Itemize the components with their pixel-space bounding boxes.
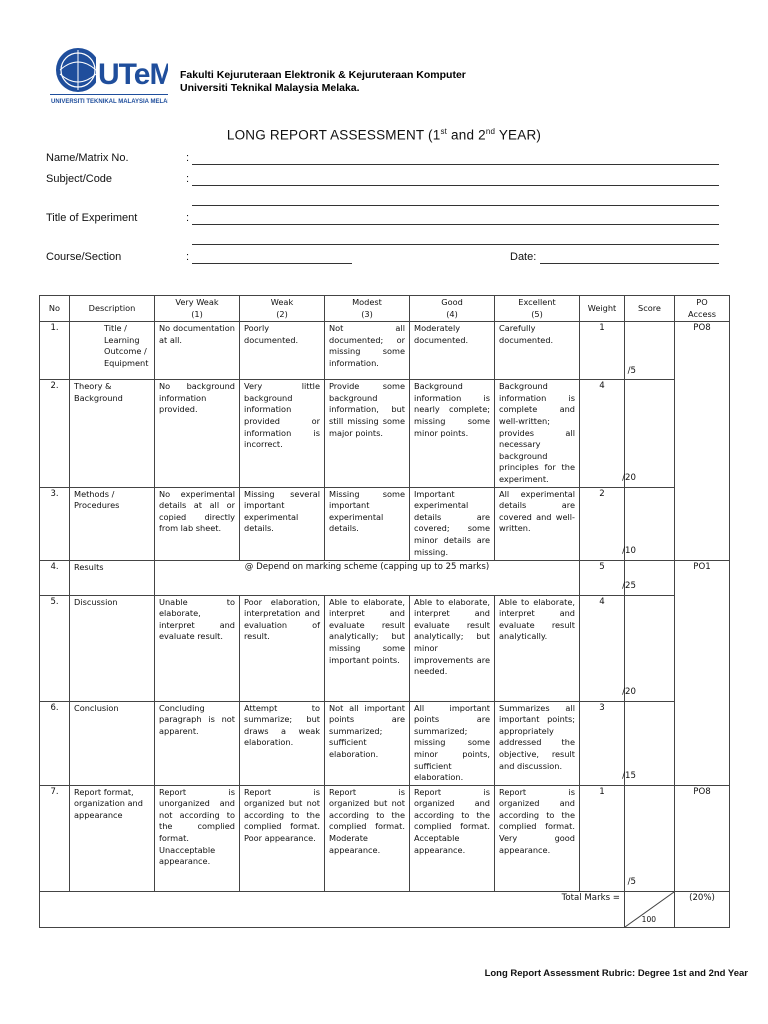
- table-row: [40, 785, 730, 891]
- row-weight: 4: [580, 595, 625, 701]
- criterion-good: Report is organized and according to the complied format. Acceptable appearance.: [410, 785, 495, 891]
- table-row: [40, 560, 730, 595]
- criterion-excellent: Report is organized and according to the complied format. Very good appearance.: [495, 785, 580, 891]
- score-cell[interactable]: [625, 785, 675, 891]
- criterion-weak: Attempt to summarize; but draws a weak elaboration.: [240, 701, 325, 785]
- page-title: LONG REPORT ASSESSMENT (1st and 2nd YEAR): [226, 127, 542, 143]
- criterion-good: Important experimental details are covered; some minor details are missing.: [410, 487, 495, 560]
- header-score: Score: [625, 296, 675, 322]
- name-label: Name/Matrix No.: [46, 152, 129, 164]
- row-weight: 5: [580, 560, 625, 595]
- date-field[interactable]: [540, 263, 719, 264]
- criterion-weak: Very little background information provided or information is incorrect.: [240, 380, 325, 487]
- date-label: Date:: [510, 251, 537, 263]
- row-number: 2.: [40, 380, 70, 487]
- criterion-very-weak: No experimental details at all or copied directly from lab sheet.: [155, 487, 240, 560]
- experiment-label: Title of Experiment: [46, 212, 138, 224]
- row-description: Results: [70, 560, 155, 595]
- criterion-good: Able to elaborate, interpret and evaluate result analytically; but minor improvements are needed.: [410, 595, 495, 701]
- row-description: Conclusion: [70, 701, 155, 785]
- criterion-modest: Missing some important experimental details.: [325, 487, 410, 560]
- score-max: /5: [627, 365, 636, 376]
- score-cell[interactable]: [622, 487, 675, 560]
- header-excellent: Excellent (5): [495, 296, 580, 322]
- score-cell[interactable]: [622, 380, 675, 487]
- table-header-row: [40, 296, 730, 322]
- score-max: /10: [622, 545, 636, 556]
- course-label: Course/Section: [46, 251, 122, 263]
- table-row: [40, 595, 730, 701]
- score-max: /15: [622, 771, 636, 782]
- criterion-very-weak: Unable to elaborate, interpret and evaluate result.: [155, 595, 240, 701]
- row-weight: 1: [580, 322, 625, 380]
- name-colon: :: [186, 152, 190, 164]
- faculty-name: Fakulti Kejuruteraan Elektronik & Kejuruteraan Komputer: [180, 69, 466, 81]
- logo-wordmark: UTeM: [98, 58, 168, 91]
- row-number: 4.: [40, 560, 70, 595]
- criterion-weak: Report is organized but not according to the complied format. Poor appearance.: [240, 785, 325, 891]
- score-max: /20: [622, 472, 636, 483]
- name-field[interactable]: [192, 164, 719, 165]
- experiment-colon: :: [186, 212, 190, 224]
- criterion-excellent: Background information is complete and well-written; provides all necessary background principles for the experiment.: [495, 380, 580, 487]
- subject-field[interactable]: [192, 185, 719, 186]
- row-weight: 4: [580, 380, 625, 487]
- course-colon: :: [186, 251, 190, 263]
- page-footer: Long Report Assessment Rubric: Degree 1st and 2nd Year: [484, 968, 748, 979]
- total-score-cell[interactable]: [625, 891, 675, 927]
- subject-field-line-2[interactable]: [192, 205, 719, 206]
- header-modest: Modest (3): [325, 296, 410, 322]
- criterion-excellent: All experimental details are covered and well-written.: [495, 487, 580, 560]
- logo-caption: UNIVERSITI TEKNIKAL MALAYSIA MELAKA: [51, 99, 168, 105]
- row-description: Theory & Background: [70, 380, 155, 487]
- criterion-good: Moderately documented.: [410, 322, 495, 380]
- criterion-very-weak: No documentation at all.: [155, 322, 240, 380]
- po-cell-po1: PO1: [675, 560, 730, 785]
- row-description: Report format, organization and appearance: [70, 785, 155, 891]
- criterion-weak: Missing several important experimental details.: [240, 487, 325, 560]
- course-field[interactable]: [192, 263, 352, 264]
- score-max: /20: [622, 686, 636, 697]
- row-number: 5.: [40, 595, 70, 701]
- score-cell[interactable]: [622, 595, 675, 701]
- row-number: 3.: [40, 487, 70, 560]
- criterion-modest: Not all documented; or missing some information.: [325, 322, 410, 380]
- criterion-excellent: Able to elaborate, interpret and evaluate result analytically.: [495, 595, 580, 701]
- table-row: [40, 322, 730, 380]
- results-criteria: @ Depend on marking scheme (capping up to 25 marks): [155, 560, 580, 595]
- rubric-table: [39, 295, 730, 928]
- total-marks-label: Total Marks =: [40, 891, 625, 927]
- criterion-modest: Able to elaborate, interpret and evaluate result analytically; but missing some important points.: [325, 595, 410, 701]
- criterion-good: Background information is nearly complete; missing some minor points.: [410, 380, 495, 487]
- header-very-weak: Very Weak (1): [155, 296, 240, 322]
- row-weight: 3: [580, 701, 625, 785]
- criterion-modest: Not all important points are summarized; sufficient elaboration.: [325, 701, 410, 785]
- table-row: [40, 487, 730, 560]
- score-max: /25: [622, 580, 636, 591]
- criterion-weak: Poor elaboration, interpretation and evaluation of result.: [240, 595, 325, 701]
- table-row: [40, 380, 730, 487]
- po-cell-po8: PO8: [675, 322, 730, 560]
- criterion-excellent: Carefully documented.: [495, 322, 580, 380]
- criterion-modest: Provide some background information, but still missing some major points.: [325, 380, 410, 487]
- row-number: 7.: [40, 785, 70, 891]
- row-number: 1.: [40, 322, 70, 380]
- total-row: [40, 891, 730, 927]
- criterion-very-weak: Report is unorganized and not according to the complied format. Unacceptable appearance.: [155, 785, 240, 891]
- score-max: /5: [627, 877, 636, 888]
- criterion-modest: Report is organized but not according to the complied format. Moderate appearance.: [325, 785, 410, 891]
- experiment-field[interactable]: [192, 224, 719, 225]
- header-weak: Weak (2): [240, 296, 325, 322]
- header-no: No: [40, 296, 70, 322]
- score-cell[interactable]: [622, 560, 675, 595]
- subject-colon: :: [186, 173, 190, 185]
- row-number: 6.: [40, 701, 70, 785]
- row-description: Methods / Procedures: [70, 487, 155, 560]
- score-cell[interactable]: [625, 322, 675, 380]
- row-weight: 1: [580, 785, 625, 891]
- criterion-very-weak: Concluding paragraph is not apparent.: [155, 701, 240, 785]
- header-weight: Weight: [580, 296, 625, 322]
- score-cell[interactable]: [622, 701, 675, 785]
- total-percent: (20%): [675, 891, 730, 927]
- header-good: Good (4): [410, 296, 495, 322]
- criterion-very-weak: No background information provided.: [155, 380, 240, 487]
- header-description: Description: [70, 296, 155, 322]
- criterion-weak: Poorly documented.: [240, 322, 325, 380]
- total-max-score: 100: [641, 915, 656, 925]
- row-description: Title / Learning Outcome / Equipment: [70, 322, 155, 380]
- header-po-access: PO Access: [675, 296, 730, 322]
- university-name: Universiti Teknikal Malaysia Melaka.: [180, 82, 360, 94]
- po-cell-po8-bottom: PO8: [675, 785, 730, 891]
- subject-label: Subject/Code: [46, 173, 113, 185]
- criterion-excellent: Summarizes all important points; appropriately addressed the objective, result and discussion.: [495, 701, 580, 785]
- row-weight: 2: [580, 487, 625, 560]
- criterion-good: All important points are summarized; missing some minor points, sufficient elaboration.: [410, 701, 495, 785]
- institution-block: [180, 69, 466, 95]
- experiment-field-line-2[interactable]: [192, 244, 719, 245]
- utem-logo: [50, 44, 168, 106]
- row-description: Discussion: [70, 595, 155, 701]
- table-row: [40, 701, 730, 785]
